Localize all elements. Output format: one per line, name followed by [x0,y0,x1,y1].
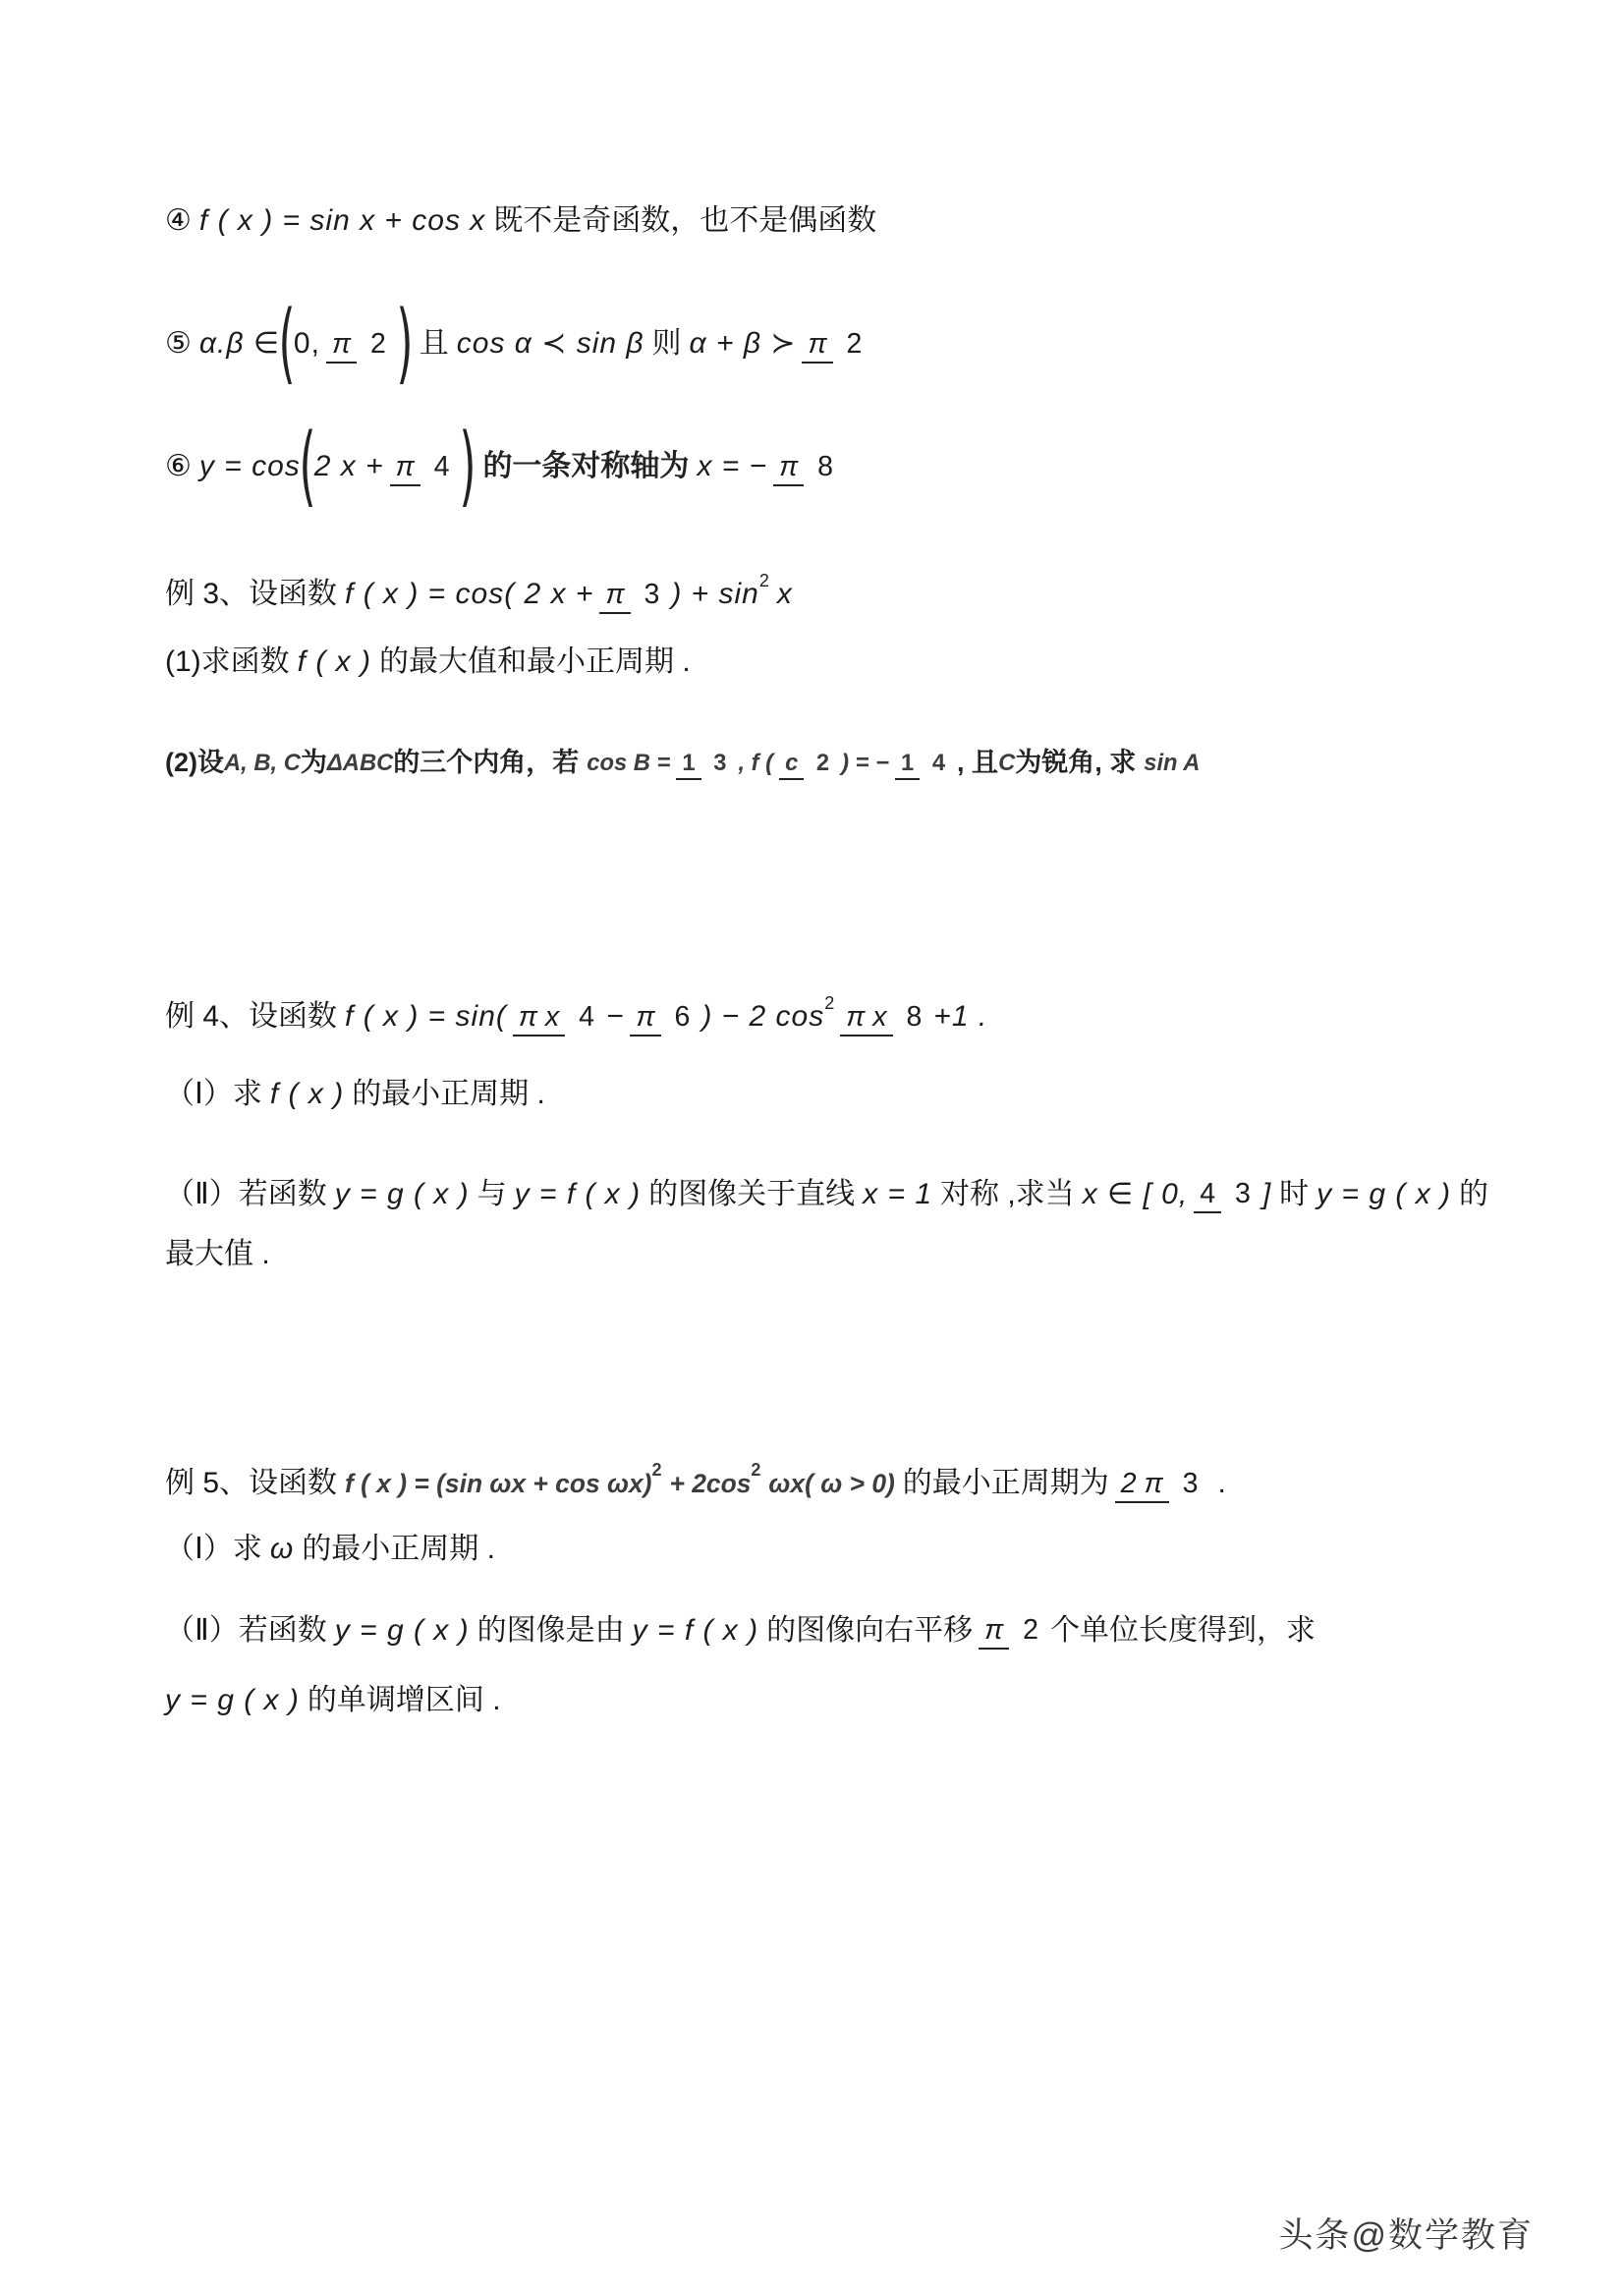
fraction [895,750,951,776]
math-expression: y = f ( x ) [632,1613,759,1647]
statement-text: 的图像是由 [476,1613,625,1647]
numerator: 4 [1194,1178,1221,1213]
math-expression: y = cos [198,450,301,483]
statement-text: （Ⅰ）求 [165,1533,262,1565]
math-expression: y = g ( x ) [334,1613,470,1647]
statement-text: （Ⅱ）若函数 [165,1613,327,1647]
denominator: 4 [579,1000,594,1033]
math-expression: cos B = [587,750,671,777]
statement-text: 时 [1279,1177,1310,1210]
math-expression: ) − 2 cos [701,1000,825,1034]
fraction [840,1001,927,1034]
math-expression: , f ( [738,750,774,777]
math-expression: 2 x + [313,450,384,483]
math-expression: ωx( ω > 0) [768,1468,895,1498]
math-expression: x [776,578,793,611]
fraction [802,328,868,361]
denominator: 2 [1023,1614,1039,1647]
statement-text: 设函数 [249,1000,338,1034]
example-5-part-2 [165,1584,1316,1677]
fraction [979,1614,1044,1647]
left-paren: ( [299,414,316,518]
math-expression: f ( x ) = (sin ωx + cos ωx) [345,1468,652,1498]
numerator: π [979,1614,1009,1650]
denominator: 2 [815,750,830,777]
statement-text: 为锐角, 求 [1015,748,1137,778]
statement-text: , 且 [957,748,999,778]
math-expression: y = g ( x ) [1316,1177,1452,1210]
math-expression: +1 . [933,1000,988,1034]
statement-text: 的最小正周期 . [352,1078,545,1110]
numerator: 2 π [1115,1468,1169,1503]
statement-text: 的 [1459,1177,1489,1210]
fraction [1115,1468,1204,1500]
interval-start: 0, [293,327,320,361]
math-expression: α.β ∈ [198,327,280,361]
statement-text: . [1217,1467,1226,1500]
numerator: π [390,451,420,486]
denominator: 3 [713,750,727,777]
fraction [390,451,456,483]
numerator: 1 [676,750,700,780]
numerator: π x [513,1001,565,1036]
math-expression: x ∈ [ 0, [1082,1177,1189,1210]
fraction [1194,1178,1257,1210]
math-expression: + 2cos [669,1468,752,1498]
numerator: π [630,1001,660,1036]
exponent: 2 [651,1460,662,1481]
denominator: 2 [369,327,386,360]
fraction [630,1001,696,1034]
math-expression: ] [1261,1177,1272,1210]
statement-6 [165,413,845,521]
example-3-part-2 [165,724,1200,803]
example-label: 例 3、 [165,578,250,611]
statement-text: 为 [300,748,327,778]
denominator: 3 [1182,1467,1199,1499]
right-paren: ) [396,291,414,395]
denominator: 8 [817,450,834,482]
math-expression: sin A [1144,750,1201,777]
fraction [513,1001,600,1034]
left-paren: ( [278,291,296,395]
denominator: 3 [1234,1178,1251,1210]
right-paren: ) [459,414,476,518]
math-expression: ΔABC [326,750,394,777]
statement-text: 最大值 . [165,1238,270,1270]
exponent: 2 [758,571,769,591]
example-3-part-1 [165,644,691,681]
math-expression: x = 1 [863,1177,933,1210]
statement-text: 的最小正周期 . [302,1533,495,1565]
fraction [773,451,839,483]
math-expression: cos α ≺ sin β [456,327,644,361]
math-expression: f ( x ) [269,1078,345,1110]
statement-text: 设函数 [249,1467,338,1500]
example-label: 例 5、 [165,1467,250,1500]
fraction [676,750,732,776]
statement-text: 对称 ,求当 [940,1177,1075,1210]
example-5-part-1 [165,1531,495,1568]
item-bullet: ⑥ [165,450,192,483]
statement-text: 的最大值和最小正周期 . [379,645,691,678]
statement-text: 的图像向右平移 [766,1613,974,1647]
numerator: π [802,328,832,364]
denominator: 3 [644,578,660,610]
statement-text: (2)设 [165,748,224,778]
statement-text: 设函数 [249,578,338,611]
denominator: 6 [674,1000,691,1033]
statement-text: （Ⅰ）求 [165,1078,262,1110]
example-4-part-2-cont [165,1236,270,1273]
fraction [779,750,835,776]
numerator: π [326,328,357,364]
numerator: π x [840,1001,892,1036]
example-label: 例 4、 [165,1000,250,1034]
numerator: c [779,750,804,780]
statement-text: 的三个内角，若 [393,748,580,778]
watermark [1278,2209,1534,2258]
example-5-title [165,1439,1226,1528]
statement-text: 则 [651,327,682,361]
denominator: 4 [433,450,450,482]
exponent: 2 [824,993,835,1014]
statement-text: （Ⅱ）若函数 [165,1177,327,1210]
item-bullet: ⑤ [165,327,192,361]
math-expression: A, B, C [224,750,301,777]
math-expression: x = − [697,450,768,483]
math-expression: f ( x ) = sin( [345,1000,507,1034]
statement-text: 且 [419,327,449,361]
math-expression: α + β ≻ [689,327,797,361]
watermark-text: 头条@数学教育 [1278,2216,1534,2255]
math-expression: ) + sin [671,578,759,611]
math-expression: − [605,1000,625,1034]
math-expression: y = g ( x ) [165,1684,300,1716]
example-4-title [165,968,987,1066]
math-expression: ω [269,1533,295,1565]
numerator: π [599,579,630,614]
exponent: 2 [751,1460,761,1481]
denominator: 4 [931,750,946,777]
math-expression: f ( x ) = sin x + cos x [198,204,486,237]
statement-text: 的图像关于直线 [648,1177,856,1210]
fraction [599,579,665,611]
numerator: 1 [895,750,920,780]
statement-text: 的最小正周期为 [902,1467,1109,1500]
denominator: 8 [906,1000,923,1033]
example-3-title [165,545,793,644]
statement-text: 个单位长度得到，求 [1050,1613,1316,1647]
math-expression: f ( x ) [297,645,371,678]
statement-text: (1)求函数 [165,645,290,678]
math-expression: f ( x ) = cos( 2 x + [345,578,594,611]
example-4-part-1 [165,1076,545,1113]
math-expression: y = g ( x ) [334,1177,470,1210]
statement-text: 与 [476,1177,507,1210]
fraction [326,328,392,361]
item-bullet: ④ [165,204,192,237]
statement-4 [165,202,876,240]
statement-5 [165,290,873,398]
statement-text: 的一条对称轴为 [482,450,690,483]
numerator: π [773,451,804,486]
example-5-part-2-cont [165,1682,501,1719]
math-expression: y = f ( x ) [514,1177,642,1210]
math-expression: ) = − [841,750,889,777]
example-4-part-2 [165,1148,1488,1241]
statement-text: 的单调增区间 . [307,1684,501,1716]
denominator: 2 [846,327,863,360]
math-expression: C [998,750,1016,777]
statement-text: 既不是奇函数，也不是偶函数 [493,204,877,237]
